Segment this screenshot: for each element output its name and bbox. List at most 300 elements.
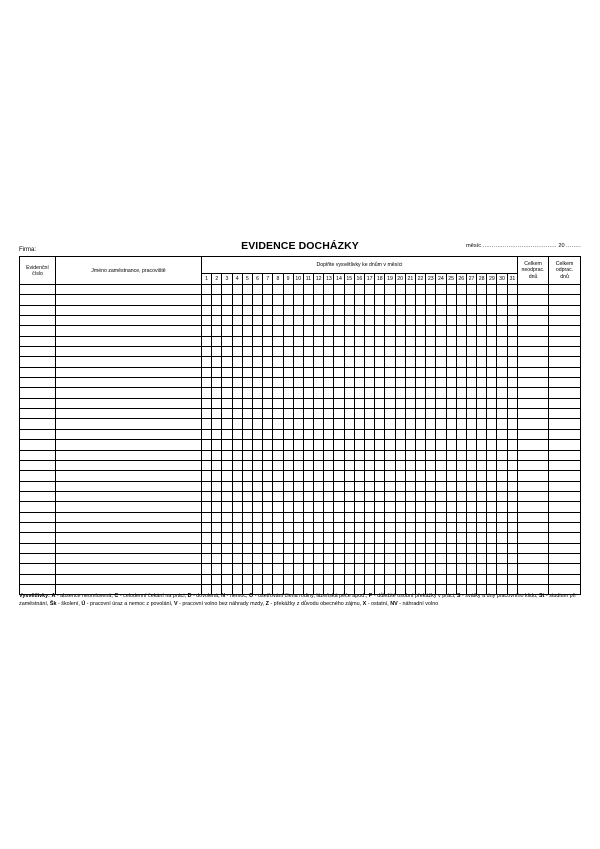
cell-day[interactable] [375,533,385,543]
cell-day[interactable] [314,553,324,563]
cell-day[interactable] [466,471,476,481]
cell-day[interactable] [507,522,517,532]
cell-day[interactable] [252,440,262,450]
cell-day[interactable] [477,367,487,377]
cell-day[interactable] [375,336,385,346]
cell-day[interactable] [212,398,222,408]
cell-day[interactable] [446,460,456,470]
cell-day[interactable] [283,574,293,584]
cell-day[interactable] [487,460,497,470]
cell-day[interactable] [334,347,344,357]
cell-day[interactable] [263,429,273,439]
cell-day[interactable] [507,295,517,305]
cell-day[interactable] [334,553,344,563]
cell-day[interactable] [354,533,364,543]
cell-day[interactable] [334,574,344,584]
cell-day[interactable] [375,450,385,460]
cell-day[interactable] [446,502,456,512]
cell-day[interactable] [354,367,364,377]
cell-day[interactable] [436,398,446,408]
cell-day[interactable] [507,357,517,367]
cell-day[interactable] [314,512,324,522]
cell-day[interactable] [395,481,405,491]
cell-day[interactable] [395,388,405,398]
cell-day[interactable] [242,481,252,491]
cell-day[interactable] [242,471,252,481]
cell-day[interactable] [354,460,364,470]
cell-day[interactable] [202,574,212,584]
cell-day[interactable] [436,285,446,295]
cell-day[interactable] [507,481,517,491]
cell-day[interactable] [202,502,212,512]
cell-day[interactable] [252,502,262,512]
cell-day[interactable] [232,357,242,367]
cell-day[interactable] [303,378,313,388]
cell-day[interactable] [415,305,425,315]
cell-day[interactable] [334,533,344,543]
cell-day[interactable] [273,378,283,388]
cell-day[interactable] [232,347,242,357]
cell-day[interactable] [324,502,334,512]
cell-day[interactable] [456,295,466,305]
cell-day[interactable] [334,491,344,501]
cell-employee-name[interactable] [56,357,202,367]
cell-day[interactable] [212,522,222,532]
cell-day[interactable] [263,491,273,501]
cell-day[interactable] [415,564,425,574]
cell-day[interactable] [487,305,497,315]
cell-day[interactable] [436,574,446,584]
cell-day[interactable] [405,502,415,512]
cell-day[interactable] [497,512,507,522]
cell-evidencni-cislo[interactable] [20,450,56,460]
cell-day[interactable] [344,367,354,377]
cell-day[interactable] [426,316,436,326]
cell-day[interactable] [273,357,283,367]
cell-day[interactable] [314,481,324,491]
cell-total-unworked[interactable] [518,285,549,295]
cell-day[interactable] [283,285,293,295]
cell-day[interactable] [354,378,364,388]
cell-day[interactable] [202,460,212,470]
cell-day[interactable] [405,388,415,398]
cell-day[interactable] [273,574,283,584]
cell-day[interactable] [273,336,283,346]
cell-day[interactable] [344,305,354,315]
cell-day[interactable] [283,450,293,460]
cell-day[interactable] [263,305,273,315]
cell-day[interactable] [365,347,375,357]
cell-day[interactable] [426,305,436,315]
cell-day[interactable] [222,429,232,439]
cell-employee-name[interactable] [56,326,202,336]
cell-day[interactable] [314,357,324,367]
cell-day[interactable] [426,285,436,295]
cell-day[interactable] [242,450,252,460]
cell-day[interactable] [415,543,425,553]
cell-day[interactable] [314,543,324,553]
cell-day[interactable] [466,367,476,377]
cell-day[interactable] [426,367,436,377]
cell-day[interactable] [263,522,273,532]
cell-day[interactable] [354,574,364,584]
cell-day[interactable] [303,398,313,408]
cell-day[interactable] [365,564,375,574]
cell-day[interactable] [507,336,517,346]
cell-total-worked[interactable] [549,347,581,357]
cell-day[interactable] [415,481,425,491]
cell-day[interactable] [242,564,252,574]
cell-day[interactable] [242,419,252,429]
cell-day[interactable] [222,502,232,512]
cell-day[interactable] [395,460,405,470]
cell-day[interactable] [242,429,252,439]
cell-day[interactable] [395,491,405,501]
cell-day[interactable] [365,326,375,336]
cell-day[interactable] [324,574,334,584]
cell-employee-name[interactable] [56,543,202,553]
cell-day[interactable] [242,316,252,326]
cell-day[interactable] [385,522,395,532]
cell-day[interactable] [466,564,476,574]
cell-day[interactable] [324,388,334,398]
cell-day[interactable] [405,347,415,357]
cell-day[interactable] [202,336,212,346]
cell-day[interactable] [395,522,405,532]
cell-evidencni-cislo[interactable] [20,378,56,388]
cell-day[interactable] [252,491,262,501]
cell-day[interactable] [405,460,415,470]
cell-day[interactable] [293,347,303,357]
cell-day[interactable] [436,378,446,388]
cell-day[interactable] [497,429,507,439]
cell-day[interactable] [324,367,334,377]
cell-total-unworked[interactable] [518,295,549,305]
cell-day[interactable] [395,305,405,315]
cell-day[interactable] [303,295,313,305]
cell-day[interactable] [365,367,375,377]
cell-day[interactable] [293,471,303,481]
cell-day[interactable] [385,502,395,512]
cell-day[interactable] [252,388,262,398]
cell-day[interactable] [202,440,212,450]
cell-day[interactable] [314,533,324,543]
cell-day[interactable] [222,522,232,532]
cell-day[interactable] [354,305,364,315]
cell-day[interactable] [303,326,313,336]
cell-day[interactable] [263,347,273,357]
cell-total-unworked[interactable] [518,336,549,346]
cell-day[interactable] [365,398,375,408]
cell-day[interactable] [405,574,415,584]
cell-day[interactable] [436,553,446,563]
cell-day[interactable] [497,285,507,295]
cell-day[interactable] [293,440,303,450]
cell-day[interactable] [273,367,283,377]
cell-day[interactable] [466,316,476,326]
cell-day[interactable] [293,481,303,491]
cell-day[interactable] [477,471,487,481]
cell-day[interactable] [385,440,395,450]
cell-day[interactable] [344,574,354,584]
cell-day[interactable] [334,398,344,408]
cell-employee-name[interactable] [56,305,202,315]
cell-day[interactable] [487,471,497,481]
cell-day[interactable] [466,502,476,512]
cell-day[interactable] [375,357,385,367]
cell-day[interactable] [212,388,222,398]
cell-day[interactable] [222,409,232,419]
cell-day[interactable] [456,481,466,491]
cell-day[interactable] [303,367,313,377]
cell-day[interactable] [365,419,375,429]
cell-employee-name[interactable] [56,336,202,346]
cell-day[interactable] [446,481,456,491]
cell-day[interactable] [263,460,273,470]
cell-day[interactable] [507,574,517,584]
cell-day[interactable] [212,440,222,450]
cell-day[interactable] [507,460,517,470]
cell-day[interactable] [405,316,415,326]
cell-day[interactable] [365,440,375,450]
cell-day[interactable] [314,388,324,398]
cell-day[interactable] [405,564,415,574]
cell-day[interactable] [334,564,344,574]
cell-day[interactable] [477,553,487,563]
cell-day[interactable] [385,419,395,429]
cell-total-worked[interactable] [549,564,581,574]
cell-day[interactable] [252,305,262,315]
cell-day[interactable] [293,357,303,367]
cell-day[interactable] [446,326,456,336]
cell-day[interactable] [405,512,415,522]
cell-day[interactable] [395,285,405,295]
cell-day[interactable] [487,512,497,522]
cell-day[interactable] [395,440,405,450]
cell-day[interactable] [354,429,364,439]
cell-day[interactable] [477,398,487,408]
cell-day[interactable] [252,367,262,377]
cell-day[interactable] [375,285,385,295]
cell-total-worked[interactable] [549,357,581,367]
cell-day[interactable] [405,522,415,532]
cell-employee-name[interactable] [56,522,202,532]
cell-day[interactable] [456,533,466,543]
cell-day[interactable] [344,378,354,388]
cell-day[interactable] [344,450,354,460]
cell-day[interactable] [426,564,436,574]
cell-day[interactable] [212,367,222,377]
cell-day[interactable] [466,440,476,450]
cell-day[interactable] [466,491,476,501]
cell-day[interactable] [497,553,507,563]
cell-day[interactable] [395,398,405,408]
cell-day[interactable] [415,533,425,543]
cell-day[interactable] [365,409,375,419]
cell-evidencni-cislo[interactable] [20,326,56,336]
cell-day[interactable] [477,347,487,357]
cell-day[interactable] [263,533,273,543]
cell-day[interactable] [497,326,507,336]
cell-day[interactable] [252,378,262,388]
cell-day[interactable] [303,502,313,512]
cell-employee-name[interactable] [56,460,202,470]
cell-day[interactable] [303,450,313,460]
cell-day[interactable] [222,326,232,336]
cell-day[interactable] [252,429,262,439]
cell-evidencni-cislo[interactable] [20,388,56,398]
cell-day[interactable] [395,471,405,481]
cell-day[interactable] [395,378,405,388]
cell-day[interactable] [212,564,222,574]
cell-day[interactable] [344,347,354,357]
cell-day[interactable] [283,316,293,326]
cell-day[interactable] [456,388,466,398]
cell-day[interactable] [446,388,456,398]
cell-day[interactable] [477,357,487,367]
cell-day[interactable] [426,295,436,305]
cell-day[interactable] [385,367,395,377]
cell-evidencni-cislo[interactable] [20,285,56,295]
cell-day[interactable] [222,533,232,543]
cell-day[interactable] [354,564,364,574]
cell-day[interactable] [487,491,497,501]
cell-day[interactable] [507,326,517,336]
cell-day[interactable] [507,512,517,522]
cell-day[interactable] [405,481,415,491]
cell-day[interactable] [375,409,385,419]
cell-day[interactable] [497,367,507,377]
cell-day[interactable] [507,419,517,429]
cell-day[interactable] [242,326,252,336]
cell-day[interactable] [283,481,293,491]
cell-day[interactable] [354,398,364,408]
cell-day[interactable] [334,326,344,336]
cell-day[interactable] [456,564,466,574]
cell-day[interactable] [344,471,354,481]
cell-day[interactable] [446,543,456,553]
cell-day[interactable] [354,419,364,429]
cell-day[interactable] [365,357,375,367]
cell-day[interactable] [324,522,334,532]
cell-day[interactable] [415,553,425,563]
cell-day[interactable] [263,388,273,398]
cell-day[interactable] [365,429,375,439]
cell-day[interactable] [273,316,283,326]
cell-evidencni-cislo[interactable] [20,295,56,305]
cell-day[interactable] [446,574,456,584]
cell-day[interactable] [415,316,425,326]
cell-day[interactable] [426,460,436,470]
cell-day[interactable] [222,316,232,326]
cell-day[interactable] [324,326,334,336]
cell-day[interactable] [497,450,507,460]
cell-day[interactable] [466,357,476,367]
cell-day[interactable] [466,460,476,470]
cell-day[interactable] [436,357,446,367]
cell-total-unworked[interactable] [518,491,549,501]
cell-day[interactable] [324,409,334,419]
cell-employee-name[interactable] [56,574,202,584]
cell-day[interactable] [385,316,395,326]
cell-day[interactable] [212,502,222,512]
cell-day[interactable] [324,512,334,522]
cell-day[interactable] [436,295,446,305]
cell-day[interactable] [385,450,395,460]
cell-day[interactable] [395,450,405,460]
cell-day[interactable] [232,378,242,388]
cell-day[interactable] [222,357,232,367]
cell-day[interactable] [487,295,497,305]
cell-day[interactable] [446,553,456,563]
cell-day[interactable] [415,419,425,429]
cell-day[interactable] [385,564,395,574]
cell-day[interactable] [303,347,313,357]
cell-day[interactable] [232,336,242,346]
cell-day[interactable] [324,491,334,501]
cell-day[interactable] [446,533,456,543]
cell-day[interactable] [487,440,497,450]
cell-day[interactable] [273,512,283,522]
cell-day[interactable] [477,429,487,439]
cell-day[interactable] [222,481,232,491]
cell-day[interactable] [477,460,487,470]
cell-day[interactable] [283,491,293,501]
cell-day[interactable] [466,388,476,398]
cell-day[interactable] [283,388,293,398]
cell-day[interactable] [415,471,425,481]
cell-day[interactable] [232,543,242,553]
cell-day[interactable] [395,564,405,574]
cell-day[interactable] [415,460,425,470]
cell-day[interactable] [242,388,252,398]
cell-day[interactable] [385,512,395,522]
cell-day[interactable] [436,429,446,439]
cell-day[interactable] [375,553,385,563]
cell-day[interactable] [415,295,425,305]
cell-day[interactable] [263,357,273,367]
cell-day[interactable] [365,388,375,398]
cell-day[interactable] [212,295,222,305]
cell-day[interactable] [303,574,313,584]
cell-day[interactable] [303,316,313,326]
cell-day[interactable] [415,388,425,398]
cell-day[interactable] [466,522,476,532]
cell-day[interactable] [303,409,313,419]
cell-total-worked[interactable] [549,388,581,398]
cell-day[interactable] [242,533,252,543]
cell-total-worked[interactable] [549,419,581,429]
cell-total-worked[interactable] [549,378,581,388]
cell-day[interactable] [273,388,283,398]
cell-day[interactable] [303,471,313,481]
cell-day[interactable] [283,460,293,470]
cell-day[interactable] [324,481,334,491]
cell-day[interactable] [507,450,517,460]
cell-day[interactable] [426,574,436,584]
cell-day[interactable] [232,502,242,512]
cell-day[interactable] [456,347,466,357]
cell-day[interactable] [395,502,405,512]
cell-day[interactable] [344,326,354,336]
cell-day[interactable] [436,440,446,450]
cell-day[interactable] [314,347,324,357]
cell-day[interactable] [497,336,507,346]
cell-day[interactable] [477,522,487,532]
cell-total-worked[interactable] [549,543,581,553]
cell-day[interactable] [232,429,242,439]
cell-day[interactable] [324,429,334,439]
